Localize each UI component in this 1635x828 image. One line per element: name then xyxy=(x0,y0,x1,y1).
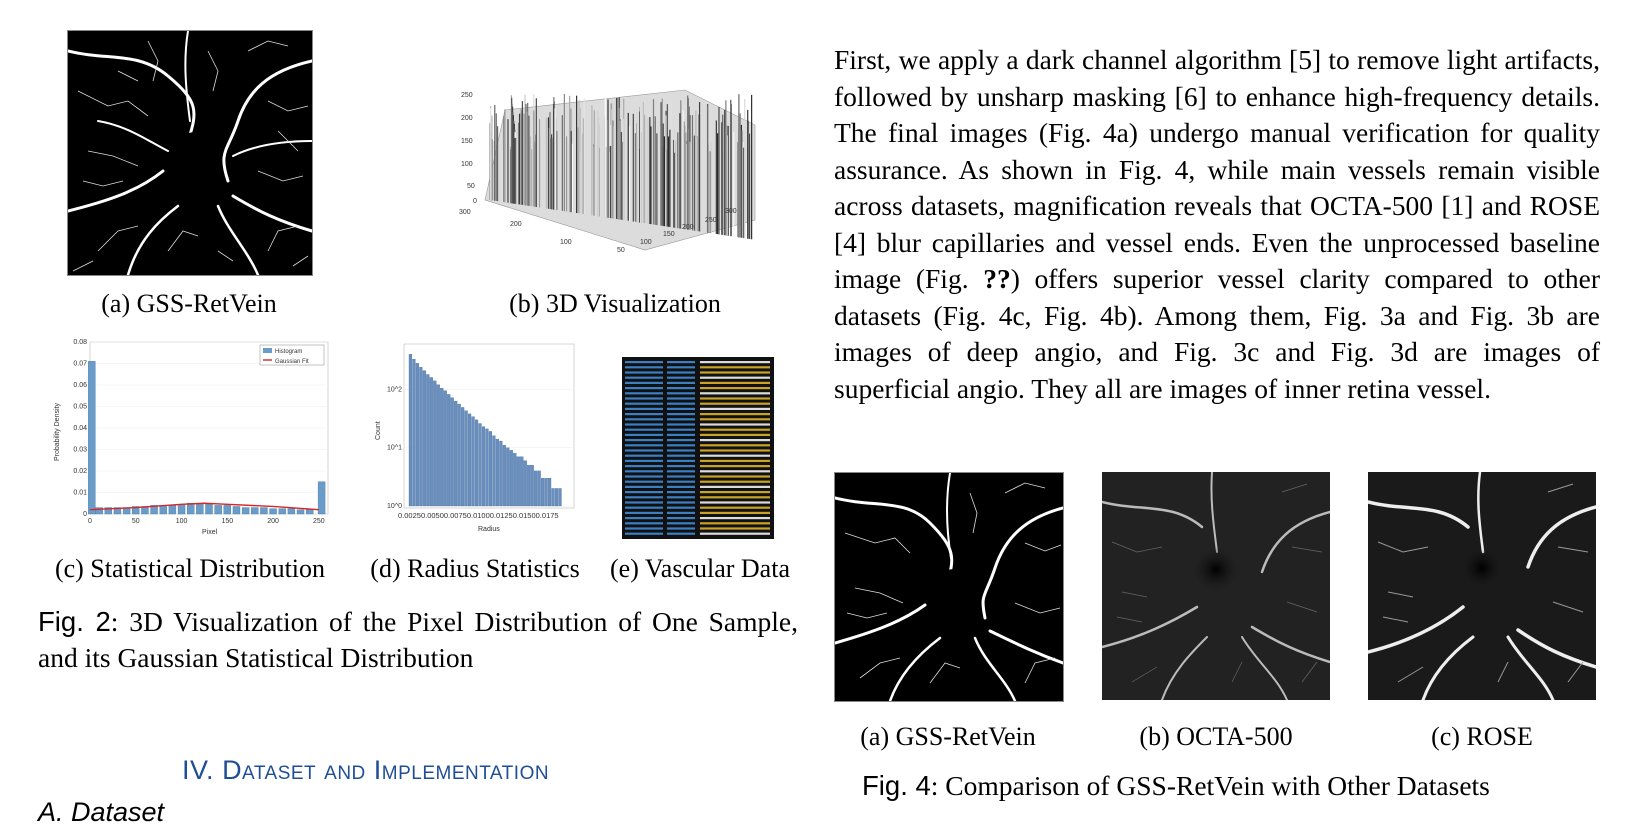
fig2c-bar xyxy=(251,508,258,514)
fig2d-xlabel: Radius xyxy=(478,526,500,533)
fig2e-vascular-data-image xyxy=(622,357,774,539)
fig2c-xtick: 100 xyxy=(175,518,188,525)
fig2d-bar xyxy=(479,423,482,506)
fig4b-octa500-image xyxy=(1102,472,1330,700)
fig2d-bar xyxy=(510,450,513,506)
fig2c-xtick: 50 xyxy=(131,518,140,525)
fig4a-gss-retvein-image xyxy=(834,472,1064,702)
fig2e-label: (e) Vascular Data xyxy=(610,554,790,583)
fig2d-bar xyxy=(517,457,520,506)
legend-gaussian-fit: Gaussian Fit xyxy=(275,359,309,365)
fig2c-bar xyxy=(187,503,194,514)
svg-text:50: 50 xyxy=(617,247,625,254)
legend-swatch-histogram xyxy=(263,348,272,353)
fig2d-bar xyxy=(489,431,492,506)
fig2d-bar xyxy=(534,471,537,506)
fig2c-ytick: 0 xyxy=(83,511,87,518)
fig4b-label: (b) OCTA-500 xyxy=(1139,722,1293,751)
fig2d-chart xyxy=(370,336,580,538)
fig2c-bar xyxy=(306,510,313,514)
fig2d-bar xyxy=(416,363,419,506)
fig2d-bar xyxy=(461,407,464,506)
fig2c-xtick: 200 xyxy=(267,518,279,525)
fig2c-ytick: 0.02 xyxy=(73,468,87,475)
fig2d-xticklabels: 0.00250.00500.00750.01000.01250.01500.0175 xyxy=(398,511,559,520)
fig2-caption xyxy=(38,604,798,676)
fig2c-chart xyxy=(50,336,340,538)
paragraph-unresolved-ref: ?? xyxy=(983,263,1011,294)
svg-text:300: 300 xyxy=(725,208,737,215)
fig2d-label: (d) Radius Statistics xyxy=(370,554,580,583)
fig2d-bar xyxy=(472,417,475,506)
fig2d-ytick: 10^0 xyxy=(387,503,402,510)
svg-text:100: 100 xyxy=(640,239,652,246)
fig4a-label: (a) GSS-RetVein xyxy=(860,722,1036,751)
fig2d-bar xyxy=(559,488,562,506)
fig2c-bar xyxy=(288,509,295,514)
subsection-heading: A. Dataset xyxy=(38,797,165,827)
fig2c-bar xyxy=(224,505,231,514)
fig4c-label: (c) ROSE xyxy=(1431,722,1533,751)
fig2c-legend xyxy=(260,345,324,365)
fig2c-ytick: 0.04 xyxy=(73,425,87,432)
fig2c-xlabel: Pixel xyxy=(202,529,218,536)
fig2d-bar xyxy=(412,359,415,506)
fig2c-ytick: 0.06 xyxy=(73,382,87,389)
fig2c-ytick: 0.01 xyxy=(73,489,87,497)
fig2d-bar xyxy=(538,471,541,506)
fig2b-label: (b) 3D Visualization xyxy=(509,289,721,318)
svg-text:200: 200 xyxy=(682,224,694,231)
fig2d-bar xyxy=(454,401,457,506)
fig2-caption-number: Fig. 2 xyxy=(38,606,111,637)
fig2c-xtick: 150 xyxy=(221,518,234,525)
svg-text:300: 300 xyxy=(459,209,471,216)
fig2d-bar xyxy=(548,478,551,506)
fig2d-bar xyxy=(541,478,544,506)
fig2c-bar xyxy=(160,505,167,514)
fig2d-bar xyxy=(496,439,499,506)
fig2c-bar xyxy=(318,482,325,514)
section-number: IV. xyxy=(182,755,215,785)
fig2c-bar xyxy=(206,504,213,514)
fig2c-bar xyxy=(196,503,203,514)
fig2d-bar xyxy=(545,478,548,506)
fig2d-bar xyxy=(444,391,447,506)
fig2d-bar xyxy=(524,461,527,506)
fig2d-ytick: 10^1 xyxy=(387,444,402,452)
fig2c-ylabel: Probability Density xyxy=(54,403,61,461)
legend-histogram: Histogram xyxy=(275,349,303,355)
section-title: Dataset and Implementation xyxy=(222,755,550,785)
fig2d-bar xyxy=(482,427,485,506)
svg-text:250: 250 xyxy=(705,217,717,224)
fig2c-bar xyxy=(242,508,249,514)
fig2b-3d-surface xyxy=(455,70,775,260)
fig4-caption-text: : Comparison of GSS-RetVein with Other Datasets xyxy=(930,770,1490,801)
svg-text:200: 200 xyxy=(510,221,522,228)
fig2d-bar xyxy=(447,394,450,506)
fig2c-bar xyxy=(178,504,185,514)
fig2d-bar xyxy=(531,465,534,506)
fig2c-ytick: 0.08 xyxy=(73,339,87,346)
fig2d-bar xyxy=(506,448,509,506)
paragraph-part-1: First, we apply a dark channel algorithm [5] to remove light artifacts, followed by unsharp masking [6] to enhance high-frequency details. The final images (Fig. 4a) undergo manual verification for quality assurance. As shown in Fig. 4, while main vessels remain visible across datasets, magnification reveals that OCTA-500 [1] and ROSE [4] blur capillaries and vessel ends. Even the unprocessed baseline image (Fig. xyxy=(834,44,1600,294)
fig2d-bar xyxy=(503,445,506,506)
fig2d-bar xyxy=(552,488,555,506)
fig2c-bar xyxy=(297,510,304,514)
svg-text:250: 250 xyxy=(461,92,473,99)
svg-text:100: 100 xyxy=(461,161,473,168)
fig2d-bar xyxy=(465,411,468,506)
fig2d-bar xyxy=(520,457,523,506)
svg-text:150: 150 xyxy=(663,231,675,238)
fig2-caption-text: : 3D Visualization of the Pixel Distribution of One Sample, and its Gaussian Statistical Distribution xyxy=(38,606,798,673)
fig2c-bar xyxy=(169,505,176,514)
fig2d-bar xyxy=(409,354,412,506)
fig2d-bar xyxy=(492,436,495,506)
svg-text:0: 0 xyxy=(473,198,477,205)
fig2d-ylabel: Count xyxy=(375,421,382,440)
fig2a-label: (a) GSS-RetVein xyxy=(101,289,277,318)
fig2c-ytick: 0.03 xyxy=(73,446,87,454)
fig2c-bar xyxy=(233,506,240,514)
svg-text:50: 50 xyxy=(467,183,475,190)
fig2d-bar xyxy=(430,377,433,506)
fig2d-bar xyxy=(555,488,558,506)
fig2d-ytick: 10^2 xyxy=(387,386,402,394)
fig2d-bar xyxy=(419,367,422,506)
svg-text:200: 200 xyxy=(461,115,473,122)
fig4-caption xyxy=(862,770,1490,802)
fig2d-bar xyxy=(440,388,443,506)
fig4-caption-number: Fig. 4 xyxy=(862,770,931,801)
fig2d-bar xyxy=(458,404,461,506)
section-heading xyxy=(182,755,549,786)
fig2d-bar xyxy=(426,374,429,506)
body-paragraph xyxy=(834,42,1600,407)
fig2d-bar xyxy=(513,453,516,506)
fig2d-bar xyxy=(527,465,530,506)
fig2c-bar xyxy=(279,509,286,514)
fig2 xyxy=(0,0,800,827)
fig2d-bar xyxy=(423,371,426,506)
fig2c-bar xyxy=(260,508,267,514)
fig2d-bar xyxy=(475,420,478,506)
fig2c-xtick: 250 xyxy=(313,518,325,525)
fig2d-bar xyxy=(451,398,454,506)
fig2d-bar xyxy=(437,385,440,506)
fig2d-bar xyxy=(433,381,436,506)
fig2c-bar xyxy=(270,509,277,514)
fig2d-bar xyxy=(486,429,489,506)
svg-text:100: 100 xyxy=(560,239,572,246)
fig2d-bar xyxy=(468,414,471,506)
svg-text:150: 150 xyxy=(461,138,473,145)
fig2c-ytick: 0.05 xyxy=(73,403,87,411)
fig2c-label: (c) Statistical Distribution xyxy=(54,554,326,583)
fig2c-ytick: 0.07 xyxy=(73,360,87,368)
paragraph-part-2: ) offers superior vessel clarity compared to other datasets (Fig. 4c, Fig. 4b). Among them, Fig. 3a and Fig. 3b are images of deep angio, and Fig. 3c and Fig. 3d are images of superficial angio. They all are images of inner retina vessel. xyxy=(834,263,1600,404)
fig4c-rose-image xyxy=(1368,472,1596,700)
fig2c-xtick: 0 xyxy=(88,518,92,525)
fig2c-bar xyxy=(88,361,95,514)
fig2a-vessel-image xyxy=(67,30,313,276)
fig2c-bar xyxy=(215,505,222,514)
fig2d-bar xyxy=(499,441,502,506)
